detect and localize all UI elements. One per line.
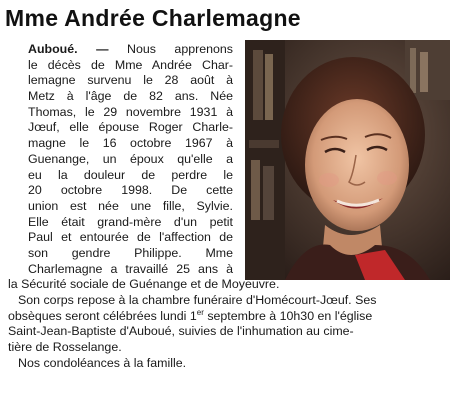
text-line-end: septembre à 10h30 en l'église xyxy=(203,308,373,323)
text-line: union est née une fille, Sylvie. xyxy=(28,198,233,213)
text-line: Jœuf, elle épouse Roger Charle- xyxy=(28,120,233,135)
text-line: magne le 16 octobre 1967 à xyxy=(28,136,233,151)
text-line: tière de Rosselange. xyxy=(8,340,122,355)
text-line-start: obsèques seront célébrées lundi 1 xyxy=(8,308,197,323)
text-line: Elle était grand-mère d'un petit xyxy=(28,214,233,229)
text-line: son gendre Philippe. Mme xyxy=(28,245,233,260)
article-body-wide-column xyxy=(8,277,458,371)
text-line: Saint-Jean-Baptiste d'Auboué, suivies de l'inhumation au cime- xyxy=(8,324,354,339)
text-line: Charlemagne a travaillé 25 ans à xyxy=(28,261,233,276)
text-line: lemagne survenu le 28 août à xyxy=(28,73,233,88)
text-line: la Sécurité sociale de Guénange et de Moyeuvre. xyxy=(8,277,280,292)
text-line: Paul et entourée de l'affection de xyxy=(28,230,233,245)
text-line: le décès de Mme Andrée Char- xyxy=(28,57,233,72)
article-headline: Mme Andrée Charlemagne xyxy=(5,5,301,31)
article-dateline: Auboué. — xyxy=(28,42,109,56)
text-line: Thomas, le 29 novembre 1931 à xyxy=(28,104,233,119)
text-line: eu la douleur de perdre le xyxy=(28,167,233,182)
text-line xyxy=(8,309,428,325)
ordinal-suffix: er xyxy=(196,307,204,317)
text-line: Metz à l'âge de 82 ans. Née xyxy=(28,89,233,104)
text-line: Son corps repose à la chambre funéraire d'Homécourt-Jœuf. Ses xyxy=(18,293,377,307)
article-body xyxy=(8,42,458,371)
text-line xyxy=(28,42,233,58)
text-line: Guenange, un époux qu'elle a xyxy=(28,151,233,166)
article-body-narrow-column xyxy=(28,42,458,277)
text-line-rest: Nous apprenons xyxy=(108,42,233,56)
text-line: 20 octobre 1998. De cette xyxy=(28,183,233,198)
text-line: Nos condoléances à la famille. xyxy=(18,355,187,370)
